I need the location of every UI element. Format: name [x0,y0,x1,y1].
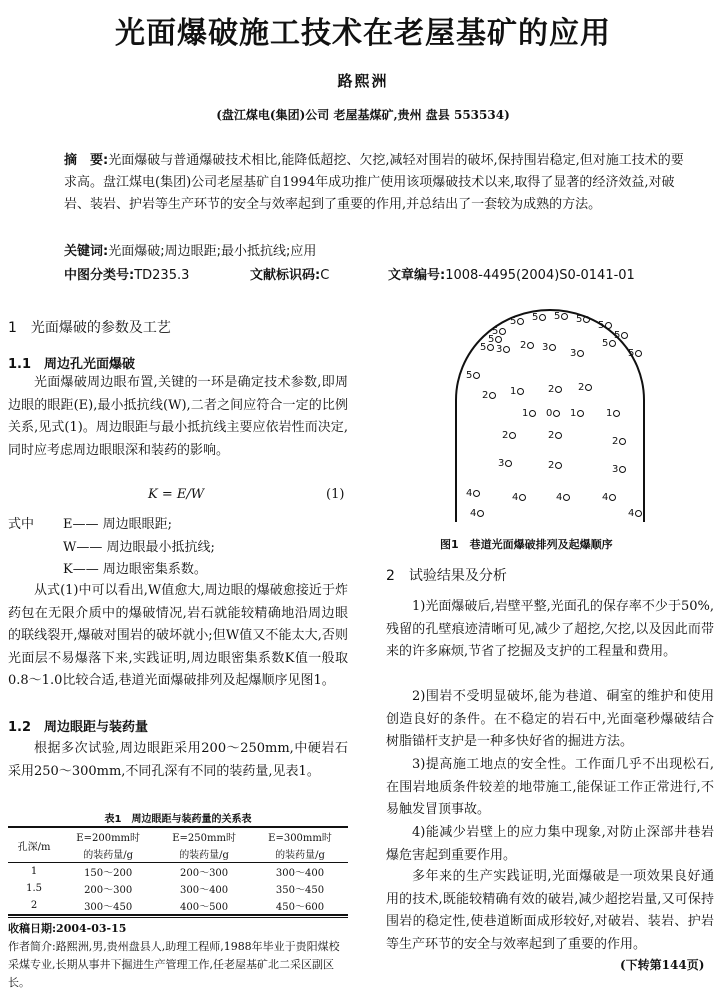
hole-order-label: 2 [520,340,527,351]
author: 路熙洲 [337,72,389,90]
hole-order-label: 3 [570,348,577,359]
section-2-heading: 2 试验结果及分析 [386,568,507,584]
hole-order-label: 0 [546,408,553,419]
abstract-text: 光面爆破与普通爆破技术相比,能降低超挖、欠挖,减轻对围岩的破坏,保持围岩稳定,但对施工技术的要求高。盘江煤电(集团)公司老屋基矿自1994年成功推广使用该项爆破技术以来,取得了显著的经济效益,对破岩、装岩、护岩等生产环节的安全与效率起到了重要的作用,并总结出了一套较为成熟的方法。 [64,153,684,212]
hole-circle [473,372,480,379]
equation-text: K = E/W [148,487,205,502]
hole-order-label: 3 [496,344,503,355]
section-1-2-paragraph: 根据多次试验,周边眼距采用200～250mm,中硬岩石采用250～300mm,不同孔深有不同的装药量,见表1。 [8,741,348,779]
hole-circle [503,346,510,353]
blast-hole [612,464,626,475]
hole-circle [549,344,556,351]
hole-circle [609,340,616,347]
result-4: 4)能减少岩壁上的应力集中现象,对防止深部井巷岩爆危害起到重要作用。 [386,825,714,863]
hole-order-label: 2 [548,384,555,395]
table-cell: 1.5 [26,883,43,894]
abstract [64,150,694,216]
blast-hole [510,386,524,397]
hole-circle [585,384,592,391]
hole-circle [517,388,524,395]
section-1-1-paragraph-2: 从式(1)中可以看出,W值愈大,周边眼的爆破愈接近于炸药包在无限介质中的爆破情况,岩石就能较精确地沿周边眼的联线裂开,爆破对围岩的破坏就小;但W值又不能太大,否则光面层不易爆落下来,实践证明,周边眼密集系数K值一般取0.8～1.0比较合适,巷道光面爆破排列及起爆顺序见图1。 [8,583,348,688]
table-cell: 300～450 [60,897,156,915]
subsection-1-2-heading: 1.2 周边眼距与装药量 [8,720,149,735]
table-col-header: E=300mm时 [252,827,348,845]
hole-order-label: 5 [466,370,473,381]
table-cell: 2 [8,897,60,915]
hole-order-label: 5 [492,326,499,337]
hole-circle [635,510,642,517]
subsection-1-1-heading: 1.1 周边孔光面爆破 [8,357,136,372]
hole-order-label: 5 [576,314,583,325]
hole-circle [613,410,620,417]
keywords [64,240,316,259]
abstract-label: 摘 要: [64,153,109,168]
table-cell: 300～400 [179,885,229,896]
blast-hole [546,408,560,419]
hole-circle [495,336,502,343]
blast-hole [466,370,480,381]
blast-hole [606,408,620,419]
hole-order-label: 4 [512,492,519,503]
hole-circle [619,466,626,473]
blast-hole [482,390,496,401]
hole-order-label: 2 [548,460,555,471]
hole-order-label: 1 [606,408,613,419]
hole-order-label: 5 [510,316,517,327]
blast-hole [578,382,592,393]
blast-hole [598,320,612,331]
hole-order-label: 5 [602,338,609,349]
blast-hole [576,314,590,325]
doc-code-label: 文献标识码: [250,268,321,283]
hole-circle [555,432,562,439]
section-1-1-paragraph: 光面爆破周边眼布置,关键的一环是确定技术参数,即周边眼的眼距(E),最小抵抗线(W),二者之间应符合一定的比例关系,见式(1)。周边眼距与最小抵抗线主要应依岩性而决定,同时应考虑周边眼眼深和装药的影响。 [8,375,348,458]
blast-hole [602,338,616,349]
keywords-text: 光面爆破;周边眼距;最小抵抗线;应用 [108,244,317,259]
hole-circle [509,432,516,439]
table-1 [8,826,348,916]
table-col-header: E=250mm时 [156,827,252,845]
clc-label: 中图分类号: [64,268,135,283]
table-col-subheader: 的装药量/g [60,845,156,863]
table-cell: 450～600 [252,897,348,915]
table-1-caption: 表1 周边眼距与装药量的关系表 [104,814,252,825]
table-cell: 400～500 [156,897,252,915]
hole-order-label: 1 [510,386,517,397]
hole-circle [505,460,512,467]
table-cell: 200～300 [179,868,229,879]
hole-circle [529,410,536,417]
hole-order-label: 2 [578,382,585,393]
table-row-header: 孔深/m [8,827,60,863]
hole-order-label: 2 [612,436,619,447]
hole-order-label: 4 [556,492,563,503]
where-label: 式中 [8,517,35,532]
hole-circle [635,350,642,357]
blast-hole [496,344,510,355]
hole-order-label: 5 [598,320,605,331]
hole-order-label: 5 [488,334,495,345]
table-cell: 1 [30,866,38,877]
result-2: 2)围岩不受明显破坏,能为巷道、硐室的维护和使用创造良好的条件。在不稳定的岩石中,光面毫秒爆破结合树脂锚杆支护是一种多快好省的掘进方法。 [386,689,714,749]
continued-note: (下转第144页) [620,958,705,972]
blast-hole [532,312,546,323]
table-cell: 350～450 [275,885,325,896]
hole-circle [517,318,524,325]
blast-hole [470,508,484,519]
conclusion: 多年来的生产实践证明,光面爆破是一项效果良好通用的技术,既能较精确有效的破岩,减少超挖岩量,又可保持围岩的稳定性,使巷道断面成形较好,对破岩、装岩、护岩等生产环节的安全与效率起到了重要的作用。 [386,869,714,952]
table-row [8,897,348,915]
hole-circle [555,462,562,469]
blast-hole [512,492,526,503]
blast-hole [502,430,516,441]
hole-circle [555,386,562,393]
hole-circle [577,410,584,417]
hole-order-label: 2 [502,430,509,441]
blast-hole [554,311,568,322]
definition-e-text: E—— 周边眼眼距; [63,517,173,532]
hole-order-label: 4 [466,488,473,499]
hole-order-label: 5 [614,330,621,341]
hole-circle [527,342,534,349]
blast-hole [570,348,584,359]
equation-number: (1) [326,487,345,502]
hole-order-label: 4 [602,492,609,503]
hole-circle [477,510,484,517]
blast-hole [510,316,524,327]
table-row [8,863,348,881]
blast-hole [628,508,642,519]
hole-order-label: 2 [482,390,489,401]
blast-hole [548,384,562,395]
clc-code [64,264,189,283]
hole-circle [489,392,496,399]
blast-hole [602,492,616,503]
article-number [388,264,635,283]
definition-e [8,513,348,532]
table-col-subheader: 的装药量/g [156,845,252,863]
hole-order-label: 5 [554,311,561,322]
table-cell: 300～400 [275,868,325,879]
hole-circle [561,313,568,320]
clc-value: TD235.3 [134,268,190,283]
article-no-value: 1008-4495(2004)S0-0141-01 [445,268,635,283]
doc-code-value: C [320,268,330,283]
keywords-label: 关键词: [64,244,109,259]
article-no-label: 文章编号: [388,268,446,283]
footnote [8,917,348,992]
hole-circle [577,350,584,357]
received-date: 收稿日期:2004-03-15 [8,922,127,935]
table-col-subheader: 的装药量/g [252,845,348,863]
author-bio: 作者简介:路熙洲,男,贵州盘县人,助理工程师,1988年毕业于贵阳煤校采煤专业,长期从事井下掘进生产管理工作,任老屋基矿北二采区副区长。 [8,940,340,989]
section-1-heading: 1 光面爆破的参数及工艺 [8,320,171,336]
blast-holes [452,308,648,526]
hole-order-label: 1 [522,408,529,419]
hole-circle [539,314,546,321]
result-1: 1)光面爆破后,岩壁平整,光面孔的保存率不少于50%,残留的孔壁痕迹清晰可见,减少了超挖,欠挖,以及因此而带来的许多麻烦,节省了挖掘及支护的工程量和费用。 [386,599,714,659]
table-row [8,880,348,897]
blast-hole [612,436,626,447]
definition-k: K—— 周边眼密集系数。 [63,562,207,577]
hole-circle [609,494,616,501]
affiliation: (盘江煤电(集团)公司 老屋基煤矿,贵州 盘县 553534) [216,108,510,122]
table-col-header: E=200mm时 [60,827,156,845]
hole-order-label: 3 [498,458,505,469]
definition-w: W—— 周边眼最小抵抗线; [63,540,215,555]
blast-hole [628,348,642,359]
blast-hole [548,430,562,441]
hole-order-label: 5 [480,342,487,353]
blast-hole [548,460,562,471]
hole-order-label: 4 [470,508,477,519]
hole-circle [621,332,628,339]
blast-hole [570,408,584,419]
hole-order-label: 4 [628,508,635,519]
blast-hole [466,488,480,499]
paper-title: 光面爆破施工技术在老屋基矿的应用 [115,16,611,51]
blast-hole [488,334,502,345]
blast-hole [498,458,512,469]
hole-circle [473,490,480,497]
figure-1 [452,308,648,526]
result-3: 3)提高施工地点的安全性。工作面几乎不出现松石,在围岩地质条件较差的地带施工,能保证工作正常进行,不易触发冒顶事故。 [386,757,714,817]
blast-hole [522,408,536,419]
hole-circle [583,316,590,323]
hole-circle [553,410,560,417]
blast-hole [556,492,570,503]
figure-1-caption: 图1 巷道光面爆破排列及起爆顺序 [440,538,613,551]
blast-hole [520,340,534,351]
table-cell: 200～300 [84,885,133,896]
hole-order-label: 5 [628,348,635,359]
hole-order-label: 2 [548,430,555,441]
hole-order-label: 5 [532,312,539,323]
hole-order-label: 3 [612,464,619,475]
hole-circle [619,438,626,445]
blast-hole [542,342,556,353]
hole-order-label: 3 [542,342,549,353]
hole-order-label: 1 [570,408,577,419]
hole-circle [519,494,526,501]
hole-circle [563,494,570,501]
hole-circle [605,322,612,329]
doc-code [250,264,329,283]
table-cell: 150～200 [84,868,133,879]
